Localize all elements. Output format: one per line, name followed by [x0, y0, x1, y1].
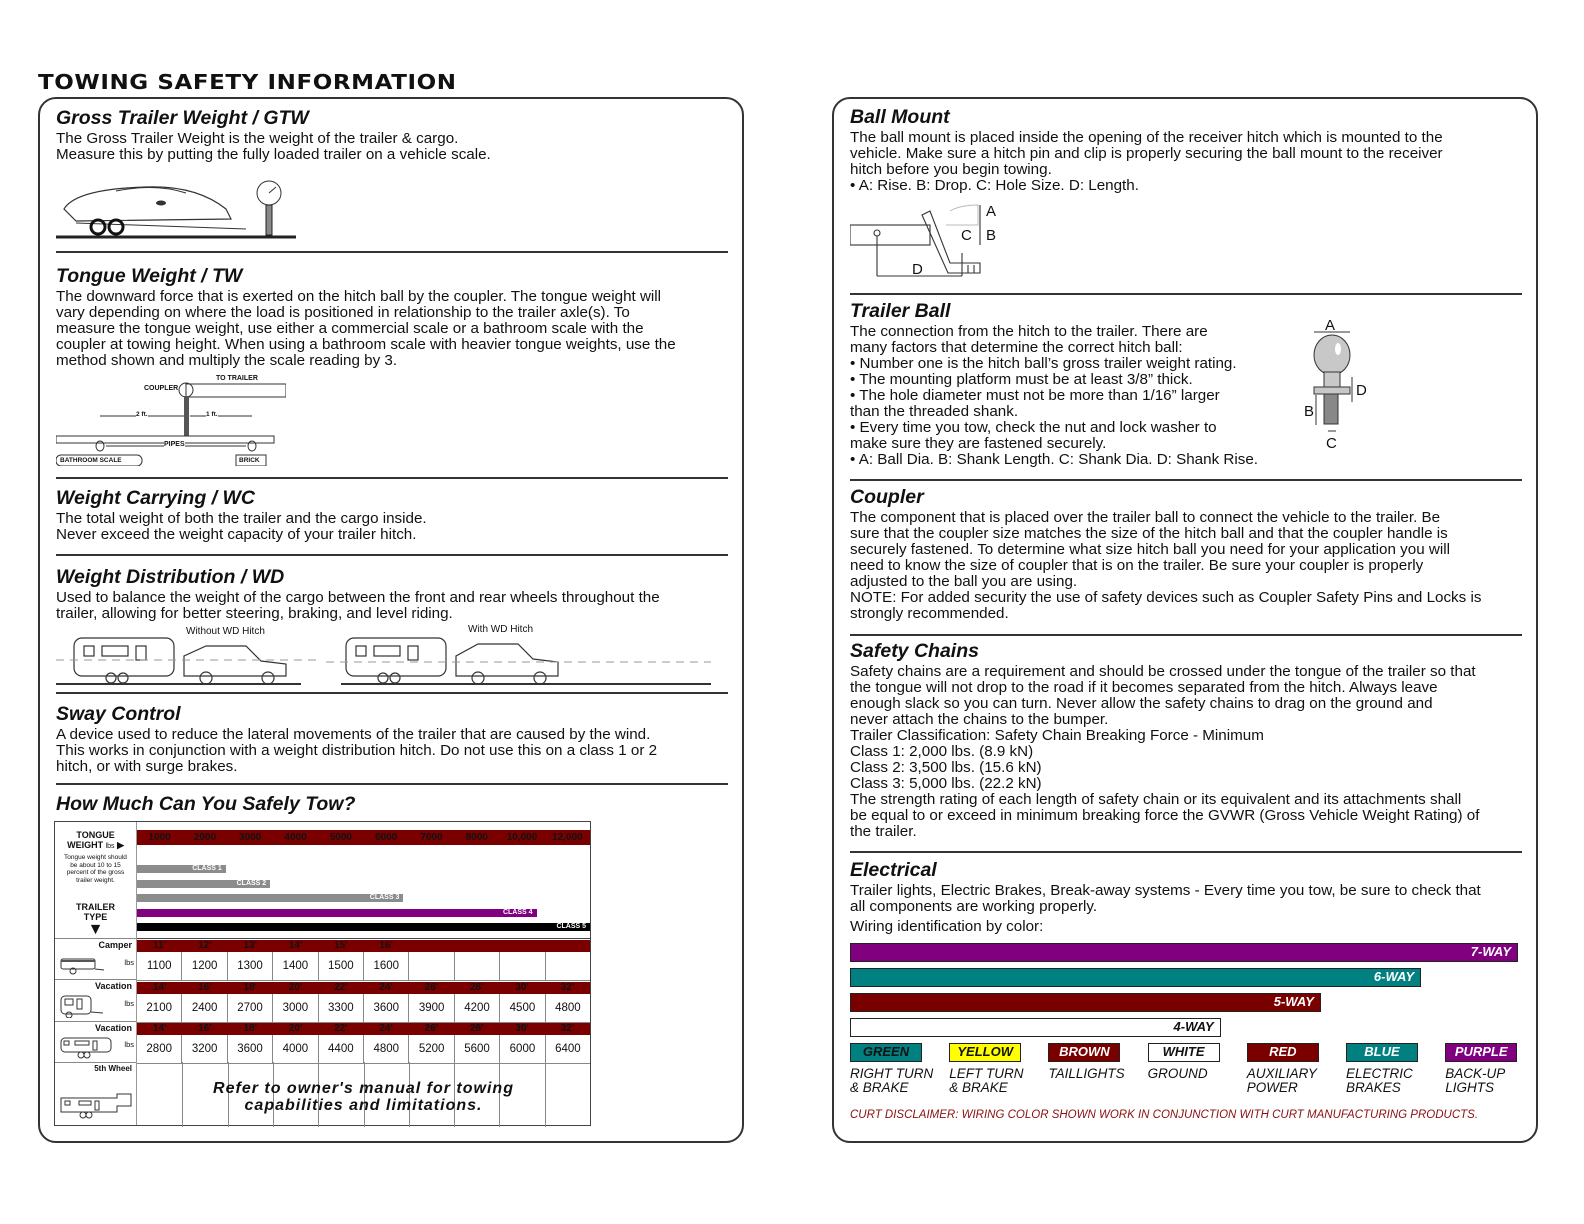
trailer-weight-cell: 3900 [408, 994, 453, 1022]
trailer-length-cell: 26' [424, 1023, 439, 1034]
coupler-label: COUPLER [144, 385, 179, 392]
text-line: than the threaded shank. [850, 403, 1019, 420]
trailer-weight-cell: 1300 [227, 952, 272, 980]
text-line: Used to balance the weight of the cargo between the front and rear wheels throughout the [56, 589, 660, 606]
divider [55, 938, 136, 939]
connector-label: 7-WAY [1470, 944, 1511, 959]
vacation-trailer-icon [59, 994, 105, 1018]
trailer-weight-cell: 3600 [227, 1035, 272, 1063]
trailer-weight-cell [454, 952, 499, 980]
text-line: • Number one is the hitch ball’s gross trailer weight rating. [850, 355, 1237, 372]
row-label-vacation: Vacation [94, 1023, 132, 1033]
text-line: The total weight of both the trailer and the cargo inside. [56, 510, 427, 527]
trailer-weight-cell: 3200 [181, 1035, 226, 1063]
label-d: D [1356, 382, 1367, 399]
hitch-class-label: CLASS 3 [369, 894, 400, 901]
trailer-length-cell [499, 940, 544, 952]
tongue-weight-tick: 5000 [329, 832, 352, 843]
trailer-weight-cell [408, 952, 453, 980]
label-b: B [1304, 403, 1315, 420]
two-ft-label: 2 ft. [136, 411, 148, 418]
text-line: never attach the chains to the bumper. [850, 711, 1109, 728]
trailer-weight-cell: 4200 [454, 994, 499, 1022]
text-line: • A: Ball Dia. B: Shank Length. C: Shank Dia. D: Shank Rise. [850, 451, 1258, 468]
text-line: & BRAKE [850, 1079, 909, 1095]
tongue-weight-tick: 10,000 [506, 832, 538, 843]
text-line: Measure this by putting the fully loaded trailer on a vehicle scale. [56, 146, 491, 163]
section-title: Weight Distribution / WD [56, 566, 285, 588]
section-text [56, 727, 728, 775]
wiring-label: Wiring identification by color: [850, 918, 1044, 935]
wire-color-green: GREEN [850, 1043, 922, 1062]
tongue-weight-header [137, 830, 590, 845]
trailer-weight-cell: 1400 [272, 952, 317, 980]
wire-function [1445, 1067, 1505, 1094]
label-d: D [912, 261, 923, 278]
text-line: vary depending on where the load is positioned in relationship to the trailer axle(s). To [56, 304, 630, 321]
trailer-weight-cell: 4000 [272, 1035, 317, 1063]
text-line: The ball mount is placed inside the opening of the receiver hitch which is mounted to the [850, 129, 1443, 146]
label-a: A [1325, 317, 1336, 334]
wire-function [850, 1067, 933, 1094]
trailer-weight-cell: 3000 [272, 994, 317, 1022]
text-line: Trailer Classification: Safety Chain Breaking Force - Minimum [850, 727, 1264, 744]
trailer-length-cell: 28' [469, 1023, 484, 1034]
tongue-weight-note [57, 854, 134, 884]
trailer-weight-cell: 1100 [146, 960, 172, 972]
divider [850, 479, 1522, 481]
text-line: The downward force that is exerted on the hitch ball by the coupler. The tongue weight will [56, 288, 662, 305]
trailer-weight-cell: 2800 [146, 1043, 172, 1055]
trailer-weight-cell: 4500 [499, 994, 544, 1022]
tongue-weight-tick: 6000 [375, 832, 398, 843]
section-title: Gross Trailer Weight / GTW [56, 107, 309, 129]
trailer-length-cell: 16' [198, 1023, 212, 1034]
section-title: Sway Control [56, 703, 181, 725]
section-title: Safety Chains [850, 640, 979, 662]
text-line: POWER [1246, 1079, 1298, 1095]
text-line: A device used to reduce the lateral movements of the trailer that are caused by the wind. [56, 726, 651, 743]
trailer-weight-cell: 4800 [545, 994, 590, 1022]
text-line: securely fastened. To determine what size hitch ball you need for your application you will [850, 541, 1450, 558]
trailer-length-row [137, 940, 590, 952]
divider [56, 783, 728, 785]
with-wd-hitch-label: With WD Hitch [468, 624, 533, 635]
divider [55, 1021, 136, 1022]
trailer-length-cell: 15' [334, 940, 348, 951]
trailer-length-cell: 18' [243, 1023, 257, 1034]
text-line: Tongue weight should [64, 854, 127, 861]
left-panel [38, 97, 744, 1143]
section-title: Tongue Weight / TW [56, 265, 243, 287]
chart-grid [137, 822, 590, 1125]
text-line: need to know the size of coupler that is on the trailer. Be sure your coupler is properly [850, 557, 1424, 574]
lbs-label: lbs [124, 999, 134, 1008]
trailer-weight-cell: 4800 [363, 1035, 408, 1063]
hitch-class-label: CLASS 5 [556, 923, 586, 930]
connector-label: 6-WAY [1373, 969, 1415, 984]
trailer-weight-cell: 6000 [499, 1035, 544, 1063]
hitch-class-bar [137, 880, 270, 888]
text-line: • A: Rise. B: Drop. C: Hole Size. D: Length. [850, 177, 1139, 194]
arrow-down-icon: ▼ [87, 921, 104, 938]
refer-to-manual-note: Refer to owner's manual for towing capabilities and limitations. [213, 1080, 514, 1114]
wire-color-red: RED [1247, 1043, 1319, 1062]
tongue-weight-label: TONGUE WEIGHT lbs ▶ [67, 830, 124, 850]
trailer-weight-cell [545, 952, 590, 980]
trailer-weight-cell: 1200 [181, 952, 226, 980]
text-line: BRAKES [1346, 1079, 1401, 1095]
trailer-length-cell: 16' [379, 940, 393, 951]
trailer-length-cell: 14' [152, 1023, 167, 1034]
text-line: the trailer. [850, 823, 917, 840]
wire-function [1148, 1067, 1208, 1094]
text-line: all components are working properly. [850, 898, 1098, 915]
trailer-length-cell: 12' [198, 940, 212, 951]
divider [56, 692, 728, 694]
text-line: This works in conjunction with a weight distribution hitch. Do not use this on a class 1 or 2 [56, 742, 658, 759]
section-title: Ball Mount [850, 106, 950, 128]
section-title: Trailer Ball [850, 300, 951, 322]
trailer-weight-row [137, 1035, 590, 1063]
trailer-ball-diagram [1304, 317, 1374, 457]
wire-color-purple: PURPLE [1445, 1043, 1517, 1062]
text-line: make sure they are fastened securely. [850, 435, 1107, 452]
section-gross-trailer-weight [56, 107, 728, 163]
trailer-weight-row [137, 952, 590, 980]
section-text [850, 883, 1522, 915]
text-line: enough slack so you can turn. Never allow the safety chains to drag on the ground and [850, 695, 1433, 712]
divider [137, 938, 590, 939]
wire-color-blue: BLUE [1346, 1043, 1418, 1062]
camper-trailer-icon [59, 956, 105, 976]
tongue-weight-tick: 8000 [465, 832, 488, 843]
arrow-right-icon: ▶ [117, 840, 124, 850]
section-trailer-ball [850, 300, 1522, 468]
text-line: vehicle. Make sure a hitch pin and clip is properly securing the ball mount to the receiver [850, 145, 1443, 162]
text-line: The Gross Trailer Weight is the weight of the trailer & cargo. [56, 130, 459, 147]
section-title: Electrical [850, 859, 937, 881]
text-line: LIGHTS [1445, 1079, 1494, 1095]
divider [850, 851, 1522, 853]
rv-and-suv-drawings [56, 626, 716, 686]
connector-label: 4-WAY [1173, 1019, 1214, 1034]
trailer-weight-cell: 2100 [146, 1001, 172, 1014]
label-c: C [1326, 435, 1337, 452]
text-line: trailer weight. [76, 876, 115, 884]
section-text [850, 130, 1522, 194]
trailer-length-cell: 22' [334, 981, 348, 993]
section-sway-control [56, 703, 728, 775]
text-line: ELECTRIC [1346, 1066, 1413, 1081]
lbs-label: lbs [124, 1040, 134, 1049]
text-line: The component that is placed over the trailer ball to connect the vehicle to the trailer. Be [850, 509, 1441, 526]
trailer-length-cell: 18' [243, 981, 257, 993]
connector-label: 5-WAY [1273, 994, 1314, 1009]
text-line: strongly recommended. [850, 605, 1009, 622]
hitch-class-bar [137, 909, 537, 917]
lbs-label: lbs [124, 958, 134, 967]
trailer-length-cell [454, 940, 499, 952]
text-line: GROUND [1147, 1066, 1208, 1081]
hitch-class-bar [137, 865, 226, 873]
trailer-weight-cell: 5600 [454, 1035, 499, 1063]
text-line: hitch before you begin towing. [850, 161, 1052, 178]
divider [56, 554, 728, 556]
towing-capacity-chart [54, 821, 591, 1126]
trailer-weight-cell: 3600 [363, 994, 408, 1022]
curt-disclaimer: CURT DISCLAIMER: WIRING COLOR SHOWN WORK IN CONJUNCTION WITH CURT MANUFACTURING PRODUCTS. [850, 1109, 1479, 1121]
trailer-weight-row [137, 994, 590, 1022]
section-title: Coupler [850, 486, 924, 508]
row-label-camper: Camper [98, 940, 132, 950]
row-label-vacation: Vacation [94, 981, 132, 991]
text-line: & BRAKE [949, 1079, 1008, 1095]
text-line: Class 3: 5,000 lbs. (22.2 kN) [850, 775, 1042, 792]
right-panel [832, 97, 1538, 1143]
section-title: How Much Can You Safely Tow? [56, 793, 356, 815]
text-line: coupler at towing height. When using a bathroom scale with heavier tongue weights, use the [56, 336, 676, 353]
section-ball-mount [850, 106, 1522, 194]
trailer-weight-cell: 1600 [363, 952, 408, 980]
divider [55, 1062, 136, 1063]
tongue-weight-tick: 12,000 [552, 832, 583, 843]
text-line: RIGHT TURN [850, 1066, 934, 1081]
wire-function [1247, 1067, 1317, 1094]
text-line: TAILLIGHTS [1048, 1066, 1125, 1081]
trailer-length-cell: 20' [288, 1023, 303, 1034]
trailer-length-cell: 22' [334, 1023, 348, 1034]
text-line: AUXILIARY [1246, 1066, 1317, 1081]
text-line [1048, 1081, 1124, 1095]
trailer-length-row [137, 982, 590, 994]
connector-bar-4-way [850, 1018, 1221, 1037]
large-travel-trailer-icon [59, 1036, 119, 1060]
section-text [850, 510, 1522, 622]
hitch-class-label: CLASS 1 [192, 865, 222, 872]
section-weight-distribution [56, 566, 728, 622]
wire-function [1346, 1067, 1413, 1094]
hitch-class-bar [137, 894, 403, 902]
tongue-weight-tick: 4000 [284, 832, 307, 843]
hitch-class-bar [137, 923, 590, 931]
text-line: LEFT TURN [949, 1066, 1024, 1081]
row-label-fifth-wheel: 5th Wheel [94, 1064, 132, 1073]
wire-color-brown: BROWN [1048, 1043, 1120, 1062]
trailer-length-cell: 32' [560, 1023, 575, 1034]
section-text [56, 131, 728, 163]
without-wd-hitch-label: Without WD Hitch [186, 626, 265, 637]
section-text [850, 324, 1522, 468]
trailer-weight-cell: 5200 [408, 1035, 453, 1063]
text-line: trailer, allowing for better steering, braking, and level riding. [56, 605, 453, 622]
page-title: TOWING SAFETY INFORMATION [38, 70, 457, 94]
text-line: BACK-UP [1445, 1066, 1506, 1081]
text-line: • The mounting platform must be at least 3/8” thick. [850, 371, 1193, 388]
text-line: method shown and multiply the scale reading by 3. [56, 352, 398, 369]
section-text [56, 511, 728, 543]
trailer-length-cell [545, 940, 590, 952]
section-safety-chains [850, 640, 1522, 840]
wire-color-yellow: YELLOW [949, 1043, 1021, 1062]
text-line: Trailer lights, Electric Brakes, Break-away systems - Every time you tow, be sure to check that [850, 882, 1481, 899]
trailer-length-cell: 28' [469, 981, 484, 993]
trailer-length-cell: 26' [424, 981, 439, 993]
text-line: The connection from the hitch to the trailer. There are [850, 323, 1208, 340]
divider [56, 251, 728, 253]
pipes-label: PIPES [164, 441, 185, 448]
ball-mount-diagram [850, 201, 1020, 283]
tongue-weight-tick: 3000 [239, 832, 262, 843]
text-line: Never exceed the weight capacity of your trailer hitch. [56, 526, 417, 543]
hitch-class-label: CLASS 2 [236, 879, 267, 887]
section-tongue-weight [56, 265, 728, 369]
tongue-weight-tick: 1000 [148, 832, 171, 843]
tongue-weight-tick: 2000 [193, 832, 217, 843]
to-trailer-label: TO TRAILER [216, 375, 258, 382]
text-line: • The hole diameter must not be more than 1/16” larger [850, 387, 1220, 404]
text-line: • Every time you tow, check the nut and lock washer to [850, 419, 1217, 436]
tongue-weight-tick: 7000 [420, 832, 443, 843]
text-line: hitch, or with surge brakes. [56, 758, 238, 775]
section-text [56, 289, 728, 369]
tongue-weight-diagram [56, 374, 286, 466]
wire-function [1048, 1067, 1124, 1094]
trailer-length-cell: 30' [515, 981, 529, 993]
label-b: B [986, 227, 997, 244]
label-c: C [961, 227, 972, 244]
boat-trailer-scale-illustration [56, 179, 301, 241]
divider [850, 293, 1522, 295]
text-line: measure the tongue weight, use either a commercial scale or a bathroom scale with the [56, 320, 644, 337]
trailer-weight-cell: 2400 [181, 994, 226, 1022]
trailer-length-cell: 11' [153, 940, 167, 951]
trailer-weight-cell: 1500 [318, 952, 363, 980]
connector-bar-5-way [850, 993, 1321, 1012]
text-line: the tongue will not drop to the road if it becomes separated from the hitch. Always leave [850, 679, 1438, 696]
trailer-length-row [137, 1023, 590, 1035]
bathroom-scale-label: BATHROOM SCALE [60, 457, 122, 464]
section-coupler [850, 486, 1522, 622]
text-line: adjusted to the ball you are using. [850, 573, 1078, 590]
divider [55, 979, 136, 980]
connector-bar-7-way [850, 943, 1518, 962]
trailer-length-cell [409, 940, 454, 952]
text-line: Class 2: 3,500 lbs. (15.6 kN) [850, 759, 1042, 776]
weight-distribution-illustration [56, 626, 716, 686]
connector-bar-6-way [850, 968, 1421, 987]
text-line: sure that the coupler size matches the size of the hitch ball and that the coupler handle is [850, 525, 1448, 542]
wire-function [949, 1067, 1023, 1094]
section-text [850, 664, 1522, 840]
trailer-weight-cell: 2700 [227, 994, 272, 1022]
text-line: be about 10 to 15 [70, 861, 121, 869]
section-weight-carrying [56, 487, 728, 543]
trailer-length-cell: 16' [198, 981, 212, 993]
chart-row-labels [55, 822, 137, 1125]
section-how-much-can-you-tow [56, 793, 728, 815]
trailer-length-cell: 24' [379, 1023, 393, 1034]
trailer-weight-cell: 4400 [318, 1035, 363, 1063]
text-line: be equal to or exceed in minimum breaking force the GVWR (Gross Vehicle Weight Rating) of [850, 807, 1480, 824]
trailer-length-cell: 30' [515, 1023, 529, 1034]
text-line [1148, 1081, 1208, 1095]
trailer-length-cell: 13' [243, 940, 257, 951]
trailer-length-cell: 14' [288, 940, 303, 951]
text-line: Class 1: 2,000 lbs. (8.9 kN) [850, 743, 1034, 760]
trailer-type-label: TRAILER TYPE ▼ [55, 902, 136, 938]
section-title: Weight Carrying / WC [56, 487, 255, 509]
text-line: The strength rating of each length of safety chain or its equivalent and its attachments shall [850, 791, 1462, 808]
section-text [56, 590, 728, 622]
hitch-class-label: CLASS 4 [502, 908, 533, 916]
trailer-length-cell: 32' [560, 981, 575, 993]
section-electrical [850, 859, 1522, 935]
text-line: Safety chains are a requirement and should be crossed under the tongue of the trailer so that [850, 663, 1476, 680]
text-line: percent of the gross [66, 869, 125, 876]
fifth-wheel-trailer-icon [59, 1092, 135, 1120]
brick-label: BRICK [239, 457, 260, 464]
trailer-weight-cell: 3300 [318, 994, 363, 1022]
divider [850, 634, 1522, 636]
trailer-weight-cell [499, 952, 544, 980]
label-a: A [986, 203, 997, 220]
wire-color-white: WHITE [1148, 1043, 1220, 1062]
divider [56, 477, 728, 479]
trailer-weight-cell: 6400 [545, 1035, 590, 1063]
trailer-length-cell: 14' [152, 981, 167, 993]
text-line: NOTE: For added security the use of safety devices such as Coupler Safety Pins and Locks is [850, 589, 1482, 606]
text-line: many factors that determine the correct hitch ball: [850, 339, 1183, 356]
trailer-length-cell: 24' [379, 981, 393, 993]
trailer-length-cell: 20' [288, 981, 303, 993]
one-ft-label: 1 ft. [206, 411, 218, 418]
